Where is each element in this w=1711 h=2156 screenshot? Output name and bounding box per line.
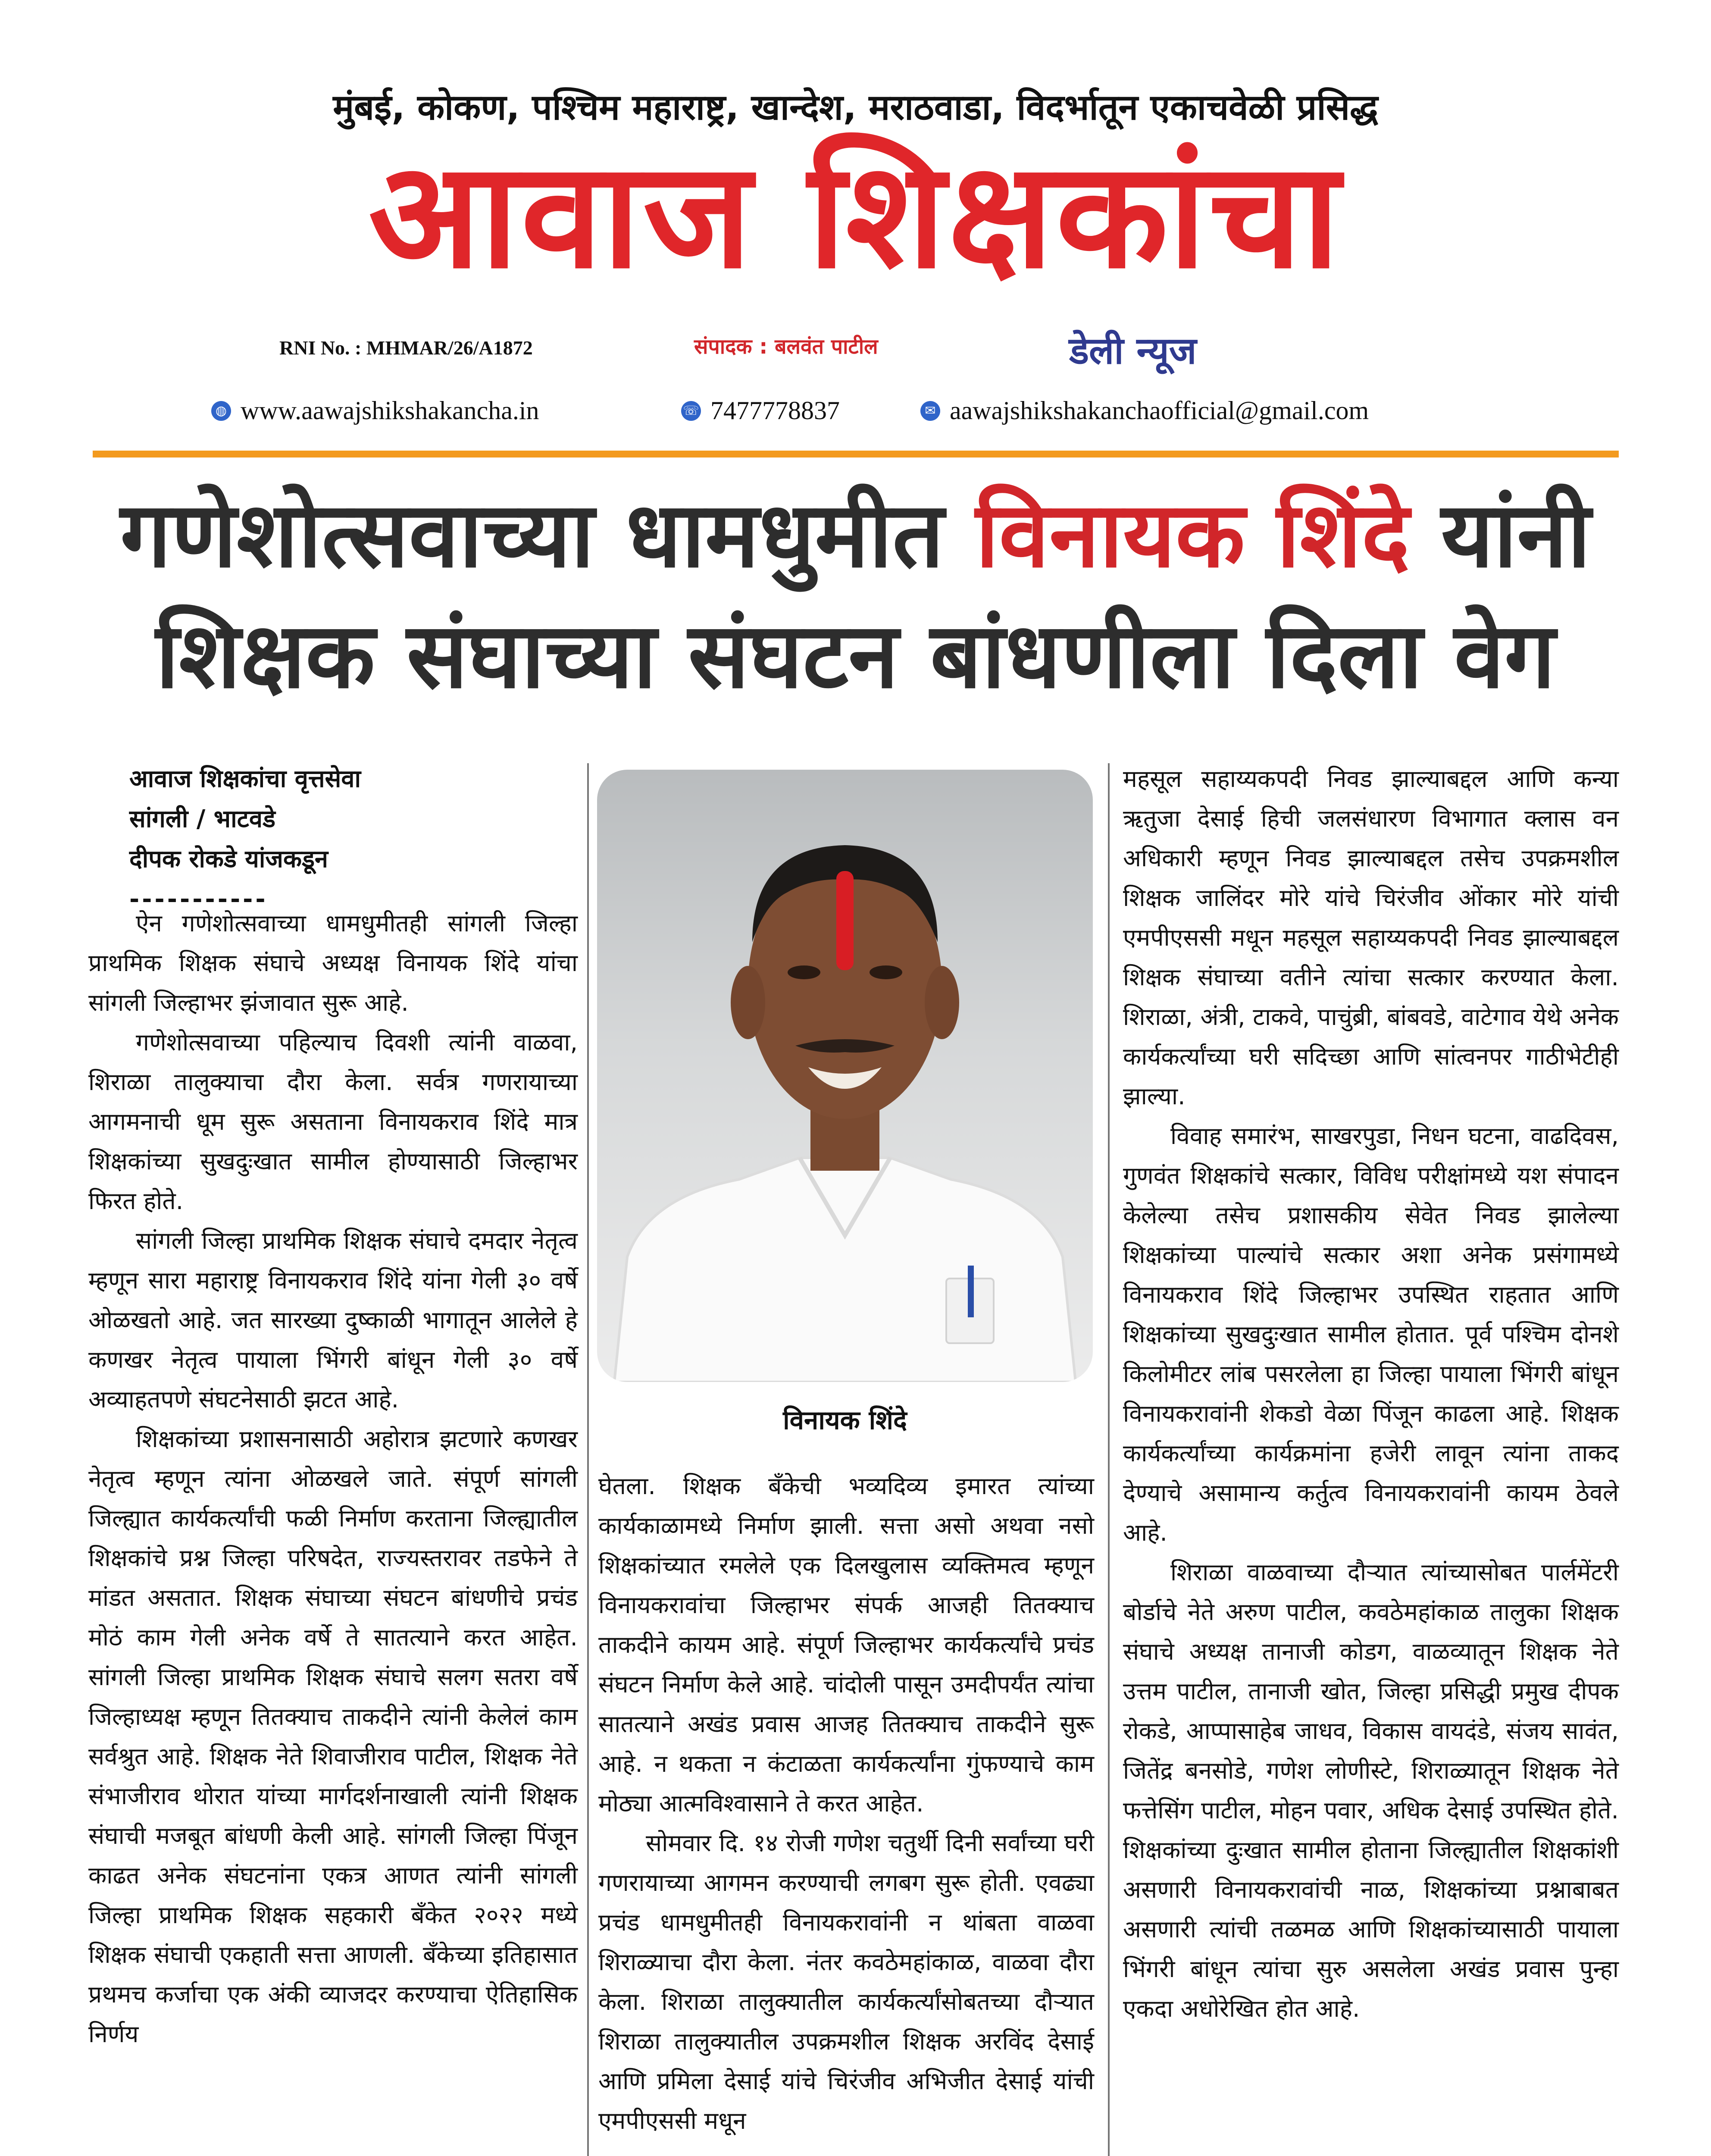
email-contact[interactable]	[920, 396, 1369, 426]
phone-text[interactable]: 7477778837	[710, 396, 840, 425]
masthead-divider	[93, 451, 1619, 458]
article-paragraph: महसूल सहाय्यकपदी निवड झाल्याबद्दल आणि कन्या ऋतुजा देसाई हिची जलसंधारण विभागात क्लास वन अधिकारी म्हणून निवड झाल्याबद्दल तसेच उपक्रमशील शिक्षक जालिंदर मोरे यांचे चिरंजीव ओंकार मोरे यांची एमपीएससी मधून महसूल सहाय्यकपदी निवड झाल्याबद्दल शिक्षक संघाच्या वतीने त्यांचा सत्कार करण्यात केला. शिराळा, अंत्री, टाकवे, पाचुंब्री, बांबवडे, वाटेगाव येथे अनेक कार्यकर्त्यांच्या घरी सदिच्छा आणि सांत्वनपर गाठीभेटीही झाल्या.	[1123, 765, 1619, 1110]
website-text[interactable]: www.aawajshikshakancha.in	[241, 396, 539, 425]
byline-dashes: -----------	[129, 885, 268, 913]
article-paragraph: विवाह समारंभ, साखरपुडा, निधन घटना, वाढदिवस, गुणवंत शिक्षकांचे सत्कार, विविध परीक्षांमध्ये यश संपादन केलेल्या तसेच प्रशासकीय सेवेत निवड झालेल्या शिक्षकांच्या पाल्यांचे सत्कार अशा अनेक प्रसंगामध्ये विनायकराव शिंदे जिल्हाभर उपस्थित राहतात आणि शिक्षकांच्या सुखदुःखात सामील होतात. पूर्व पश्चिम दोनशे किलोमीटर लांब पसरलेला हा जिल्हा पायाला भिंगरी बांधून विनायकरावांनी शेकडो वेळा पिंजून काढला आहे. शिक्षक कार्यकर्त्यांच्या कार्यक्रमांना हजेरी लावून त्यांना ताकद देण्याचे असामान्य कर्तुत्व विनायकरावांनी कायम ठेवले आहे.	[1123, 1122, 1619, 1546]
article-paragraph: घेतला. शिक्षक बँकेची भव्यदिव्य इमारत त्यांच्या कार्यकाळामध्ये निर्माण झाली. सत्ता असो अथवा नसो शिक्षकांच्यात रमलेले एक दिलखुलास व्यक्तिमत्व म्हणून विनायकरावांचा जिल्हाभर संपर्क आजही तितक्याच ताकदीने कायम आहे. संपूर्ण जिल्हाभर कार्यकर्त्यांचे प्रचंड संघटन निर्माण केले आहे. चांदोली पासून उमदीपर्यंत त्यांचा सातत्याने अखंड प्रवास आजह तितक्याच ताकदीने सुरू आहे. न थकता न कंटाळता कार्यकर्त्यांना गुंफण्याचे काम मोठ्या आत्मविश्वासाने ते करत आहेत.	[598, 1472, 1094, 1817]
headline-part: गणेशोत्सवाच्या धामधुमीत	[120, 482, 976, 588]
article-column-2	[598, 1466, 1094, 2140]
phone-contact[interactable]	[681, 396, 840, 426]
email-text[interactable]: aawajshikshakanchaofficial@gmail.com	[950, 396, 1369, 425]
article-column-1	[88, 903, 578, 2054]
tagline: मुंबई, कोकण, पश्चिम महाराष्ट्र, खान्देश, मराठवाडा, विदर्भातून एकाचवेळी प्रसिद्ध	[333, 87, 1378, 128]
headline-line-1	[0, 483, 1711, 587]
edition-label: डेली न्यूज	[1069, 329, 1197, 373]
article-paragraph: शिक्षकांच्या प्रशासनासाठी अहोरात्र झटणारे कणखर नेतृत्व म्हणून त्यांना ओळखले जाते. संपूर्ण सांगली जिल्ह्यात कार्यकर्त्यांची फळी निर्माण करताना जिल्ह्यातील शिक्षकांचे प्रश्न जिल्हा परिषदेत, राज्यस्तरावर तडफेने ते मांडत असतात. शिक्षक संघाच्या संघटन बांधणीचे प्रचंड मोठं काम गेली अनेक वर्षे ते सातत्याने करत आहेत. सांगली जिल्हा प्राथमिक शिक्षक संघाचे सलग सतरा वर्षे जिल्हाध्यक्ष म्हणून तितक्याच ताकदीने त्यांनी केलेलं काम सर्वश्रुत आहे. शिक्षक नेते शिवाजीराव पाटील, शिक्षक नेते संभाजीराव थोरात यांच्या मार्गदर्शनाखाली त्यांनी शिक्षक संघाची मजबूत बांधणी केली आहे. सांगली जिल्हा पिंजून काढत अनेक संघटनांना एकत्र आणत त्यांनी सांगली जिल्हा प्राथमिक शिक्षक सहकारी बँकेत २०२२ मध्ये शिक्षक संघाची एकहाती सत्ता आणली. बँकेच्या इतिहासात प्रथमच कर्जाचा एक अंकी व्याजदर करण्याचा ऐतिहासिक निर्णय	[88, 1425, 578, 2048]
headline-line-2: शिक्षक संघाच्या संघटन बांधणीला दिला वेग	[156, 603, 1555, 708]
article-paragraph: ऐन गणेशोत्सवाच्या धामधुमीतही सांगली जिल्हा प्राथमिक शिक्षक संघाचे अध्यक्ष विनायक शिंदे यांचा सांगली जिल्हाभर झंजावात सुरू आहे.	[88, 909, 578, 1016]
column-divider	[1108, 763, 1110, 2156]
article-paragraph: शिराळा वाळवाच्या दौऱ्यात त्यांच्यासोबत पार्लमेंटरी बोर्डाचे नेते अरुण पाटील, कवठेमहांकाळ तालुका शिक्षक संघाचे अध्यक्ष तानाजी कोडग, वाळव्यातून शिक्षक नेते उत्तम पाटील, तानाजी खोत, जिल्हा प्रसिद्धी प्रमुख दीपक रोकडे, आप्पासाहेब जाधव, विकास वायदंडे, संजय सावंत, जितेंद्र बनसोडे, गणेश लोणीस्टे, शिराळ्यातून शिक्षक नेते फत्तेसिंग पाटील, मोहन पवार, अधिक देसाई उपस्थित होते. शिक्षकांच्या दुःखात सामील होताना जिल्ह्यातील शिक्षकांशी असणारी विनायकरावांची नाळ, शिक्षकांच्या प्रश्नाबाबत असणारी त्यांची तळमळ आणि शिक्षकांच्यासाठी पायाला भिंगरी बांधून त्यांचा सुरु असलेला अखंड प्रवास पुन्हा एकदा अधोरेखित होत आहे.	[1123, 1558, 1619, 2022]
article-column-3	[1123, 759, 1619, 2028]
byline-location: सांगली / भाटवडे	[129, 805, 275, 833]
rni-number: RNI No. : MHMAR/26/A1872	[279, 337, 533, 359]
masthead-title: आवाज शिक्षकांचा	[368, 130, 1343, 301]
photo-caption: विनायक शिंदे	[783, 1405, 907, 1435]
byline-service: आवाज शिक्षकांचा वृत्तसेवा	[129, 765, 361, 793]
editor-name: संपादक : बलवंत पाटील	[694, 335, 878, 359]
website-contact[interactable]	[211, 396, 539, 426]
article-paragraph: सांगली जिल्हा प्राथमिक शिक्षक संघाचे दमदार नेतृत्व म्हणून सारा महाराष्ट्र विनायकराव शिंदे यांना गेली ३० वर्षे ओळखतो आहे. जत सारख्या दुष्काळी भागातून आलेले हे कणखर नेतृत्व पायाला भिंगरी बांधून गेली ३० वर्षे अव्याहतपणे संघटनेसाठी झटत आहे.	[88, 1227, 578, 1413]
portrait-illustration	[597, 770, 1093, 1382]
article-paragraph: सोमवार दि. १४ रोजी गणेश चतुर्थी दिनी सर्वांच्या घरी गणरायाच्या आगमन करण्याची लगबग सुरू होती. एवढ्या प्रचंड धामधुमीतही विनायकरावांनी न थांबता वाळवा शिराळ्याचा दौरा केला. नंतर कवठेमहांकाळ, वाळवा दौरा केला. शिराळा तालुक्यातील कार्यकर्त्यांसोबतच्या दौऱ्यात शिराळा तालुक्यातील उपक्रमशील शिक्षक अरविंद देसाई आणि प्रमिला देसाई यांचे चिरंजीव अभिजीत देसाई यांची एमपीएससी मधून	[598, 1829, 1094, 2134]
column-divider	[587, 763, 589, 2156]
headline-part: यांनी	[1409, 482, 1591, 588]
portrait-photo	[597, 770, 1093, 1382]
email-icon: ✉	[920, 401, 940, 421]
headline-name: विनायक शिंदे	[975, 482, 1410, 588]
article-paragraph: गणेशोत्सवाच्या पहिल्याच दिवशी त्यांनी वाळवा, शिराळा तालुक्याचा दौरा केला. सर्वत्र गणरायाच्या आगमनाची धूम सुरू असताना विनायकराव शिंदे मात्र शिक्षकांच्या सुखदुःखात सामील होण्यासाठी जिल्हाभर फिरत होते.	[88, 1028, 578, 1215]
globe-icon: ◍	[211, 401, 231, 421]
phone-icon: ☏	[681, 401, 701, 421]
byline	[129, 759, 361, 919]
byline-author: दीपक रोकडे यांजकडून	[129, 845, 328, 873]
